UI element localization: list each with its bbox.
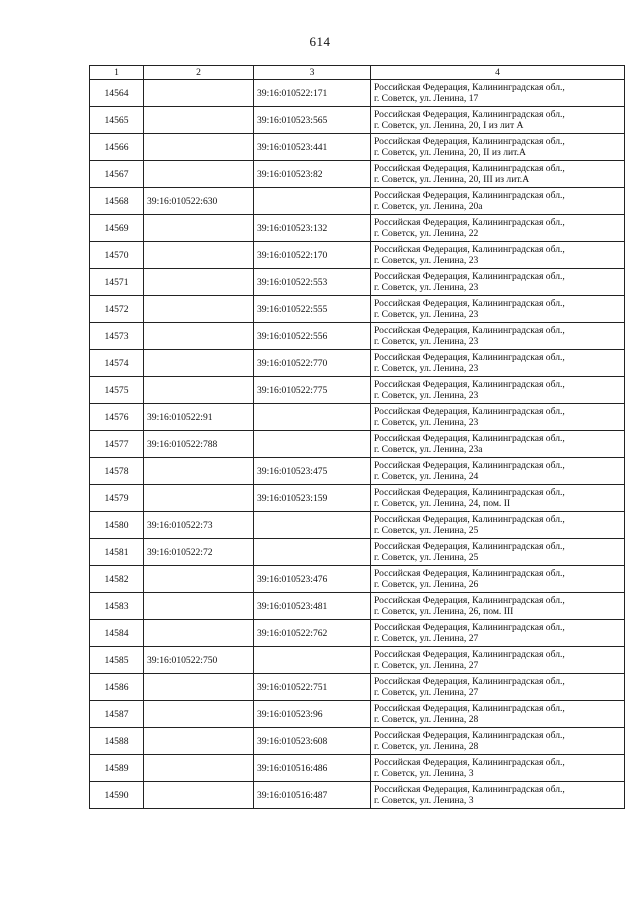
- table-row: [90, 134, 625, 161]
- column-header-1: 1: [90, 66, 144, 80]
- table-row: [90, 431, 625, 458]
- land-cadastral-number: [144, 566, 254, 593]
- address-line-1: Российская Федерация, Калининградская обл.,: [374, 649, 565, 660]
- object-cadastral-number: 39:16:010523:82: [254, 161, 371, 188]
- table-row: [90, 80, 625, 107]
- address-cell: [371, 539, 625, 566]
- land-cadastral-number: 39:16:010522:73: [144, 512, 254, 539]
- address-line-1: Российская Федерация, Калининградская обл.,: [374, 487, 565, 498]
- object-cadastral-number: 39:16:010523:475: [254, 458, 371, 485]
- address-line-1: Российская Федерация, Калининградская обл.,: [374, 514, 565, 525]
- land-cadastral-number: 39:16:010522:72: [144, 539, 254, 566]
- table-row: [90, 215, 625, 242]
- address-line-1: Российская Федерация, Калининградская обл.,: [374, 676, 565, 687]
- address-line-2: г. Советск, ул. Ленина, 27: [374, 687, 479, 698]
- address-line-1: Российская Федерация, Калининградская обл.,: [374, 325, 565, 336]
- address-cell: [371, 755, 625, 782]
- address-line-2: г. Советск, ул. Ленина, 22: [374, 228, 479, 239]
- table-row: [90, 728, 625, 755]
- row-number: 14587: [90, 701, 144, 728]
- table-row: [90, 458, 625, 485]
- object-cadastral-number: [254, 431, 371, 458]
- table-row: [90, 296, 625, 323]
- row-number: 14589: [90, 755, 144, 782]
- address-cell: [371, 323, 625, 350]
- land-cadastral-number: 39:16:010522:91: [144, 404, 254, 431]
- row-number: 14590: [90, 782, 144, 809]
- address-line-2: г. Советск, ул. Ленина, 23: [374, 255, 479, 266]
- table-row: [90, 269, 625, 296]
- land-cadastral-number: [144, 242, 254, 269]
- row-number: 14564: [90, 80, 144, 107]
- land-cadastral-number: [144, 674, 254, 701]
- address-line-2: г. Советск, ул. Ленина, 20, II из лит.А: [374, 147, 526, 158]
- address-line-1: Российская Федерация, Калининградская обл.,: [374, 433, 565, 444]
- address-line-2: г. Советск, ул. Ленина, 20, III из лит.А: [374, 174, 530, 185]
- table-row: [90, 242, 625, 269]
- land-cadastral-number: 39:16:010522:750: [144, 647, 254, 674]
- row-number: 14585: [90, 647, 144, 674]
- table-row: [90, 620, 625, 647]
- table-row: [90, 755, 625, 782]
- column-header-4: 4: [371, 66, 625, 80]
- object-cadastral-number: 39:16:010522:770: [254, 350, 371, 377]
- column-header-2: 2: [144, 66, 254, 80]
- address-line-1: Российская Федерация, Калининградская обл.,: [374, 460, 565, 471]
- row-number: 14570: [90, 242, 144, 269]
- address-line-1: Российская Федерация, Калининградская обл.,: [374, 568, 565, 579]
- header-row: [90, 66, 625, 80]
- address-cell: [371, 242, 625, 269]
- address-line-1: Российская Федерация, Калининградская обл.,: [374, 163, 565, 174]
- table-row: [90, 593, 625, 620]
- address-cell: [371, 458, 625, 485]
- object-cadastral-number: 39:16:010516:486: [254, 755, 371, 782]
- object-cadastral-number: 39:16:010522:170: [254, 242, 371, 269]
- address-cell: [371, 566, 625, 593]
- row-number: 14565: [90, 107, 144, 134]
- address-line-2: г. Советск, ул. Ленина, 23: [374, 390, 479, 401]
- row-number: 14575: [90, 377, 144, 404]
- address-line-2: г. Советск, ул. Ленина, 23: [374, 363, 479, 374]
- object-cadastral-number: 39:16:010522:171: [254, 80, 371, 107]
- row-number: 14567: [90, 161, 144, 188]
- address-line-1: Российская Федерация, Калининградская обл.,: [374, 757, 565, 768]
- address-cell: [371, 107, 625, 134]
- row-number: 14568: [90, 188, 144, 215]
- address-line-2: г. Советск, ул. Ленина, 25: [374, 552, 479, 563]
- address-line-2: г. Советск, ул. Ленина, 28: [374, 741, 479, 752]
- address-cell: [371, 215, 625, 242]
- object-cadastral-number: [254, 539, 371, 566]
- address-line-2: г. Советск, ул. Ленина, 23: [374, 309, 479, 320]
- land-cadastral-number: [144, 755, 254, 782]
- page-number: 614: [309, 34, 331, 49]
- land-cadastral-number: [144, 161, 254, 188]
- land-cadastral-number: [144, 80, 254, 107]
- land-cadastral-number: [144, 134, 254, 161]
- address-cell: [371, 404, 625, 431]
- address-cell: [371, 296, 625, 323]
- address-line-1: Российская Федерация, Калининградская обл.,: [374, 406, 565, 417]
- address-line-1: Российская Федерация, Калининградская обл.,: [374, 271, 565, 282]
- table-row: [90, 107, 625, 134]
- address-line-1: Российская Федерация, Калининградская обл.,: [374, 784, 565, 795]
- object-cadastral-number: 39:16:010523:132: [254, 215, 371, 242]
- table-row: [90, 674, 625, 701]
- row-number: 14581: [90, 539, 144, 566]
- land-cadastral-number: 39:16:010522:788: [144, 431, 254, 458]
- row-number: 14573: [90, 323, 144, 350]
- row-number: 14577: [90, 431, 144, 458]
- land-cadastral-number: [144, 728, 254, 755]
- address-line-2: г. Советск, ул. Ленина, 23а: [374, 444, 483, 455]
- address-cell: [371, 593, 625, 620]
- object-cadastral-number: 39:16:010523:476: [254, 566, 371, 593]
- address-cell: [371, 701, 625, 728]
- address-line-1: Российская Федерация, Калининградская обл.,: [374, 109, 565, 120]
- address-line-2: г. Советск, ул. Ленина, 20а: [374, 201, 483, 212]
- land-cadastral-number: [144, 485, 254, 512]
- address-line-2: г. Советск, ул. Ленина, 27: [374, 660, 479, 671]
- land-cadastral-number: [144, 296, 254, 323]
- address-line-1: Российская Федерация, Калининградская обл.,: [374, 82, 565, 93]
- object-cadastral-number: 39:16:010523:96: [254, 701, 371, 728]
- address-line-2: г. Советск, ул. Ленина, 23: [374, 282, 479, 293]
- table-row: [90, 566, 625, 593]
- address-line-1: Российская Федерация, Калининградская обл.,: [374, 622, 565, 633]
- object-cadastral-number: 39:16:010523:608: [254, 728, 371, 755]
- land-cadastral-number: [144, 593, 254, 620]
- land-cadastral-number: [144, 701, 254, 728]
- address-line-2: г. Советск, ул. Ленина, 26: [374, 579, 479, 590]
- row-number: 14583: [90, 593, 144, 620]
- address-line-1: Российская Федерация, Калининградская обл.,: [374, 730, 565, 741]
- object-cadastral-number: 39:16:010522:775: [254, 377, 371, 404]
- address-cell: [371, 431, 625, 458]
- address-line-2: г. Советск, ул. Ленина, 24: [374, 471, 479, 482]
- column-header-3: 3: [254, 66, 371, 80]
- land-cadastral-number: [144, 377, 254, 404]
- object-cadastral-number: 39:16:010523:441: [254, 134, 371, 161]
- land-cadastral-number: [144, 323, 254, 350]
- row-number: 14588: [90, 728, 144, 755]
- table-row: [90, 188, 625, 215]
- row-number: 14580: [90, 512, 144, 539]
- address-cell: [371, 620, 625, 647]
- object-cadastral-number: 39:16:010522:556: [254, 323, 371, 350]
- table-row: [90, 161, 625, 188]
- table-row: [90, 485, 625, 512]
- object-cadastral-number: 39:16:010522:555: [254, 296, 371, 323]
- address-cell: [371, 80, 625, 107]
- address-line-1: Российская Федерация, Калининградская обл.,: [374, 244, 565, 255]
- address-line-2: г. Советск, ул. Ленина, 27: [374, 633, 479, 644]
- address-line-2: г. Советск, ул. Ленина, 3: [374, 795, 474, 806]
- object-cadastral-number: [254, 647, 371, 674]
- object-cadastral-number: 39:16:010523:481: [254, 593, 371, 620]
- address-line-1: Российская Федерация, Калининградская обл.,: [374, 217, 565, 228]
- land-cadastral-number: [144, 620, 254, 647]
- address-cell: [371, 728, 625, 755]
- address-line-2: г. Советск, ул. Ленина, 23: [374, 336, 479, 347]
- row-number: 14576: [90, 404, 144, 431]
- land-cadastral-number: [144, 350, 254, 377]
- address-line-1: Российская Федерация, Калининградская обл.,: [374, 595, 565, 606]
- address-line-2: г. Советск, ул. Ленина, 23: [374, 417, 479, 428]
- object-cadastral-number: [254, 188, 371, 215]
- land-cadastral-number: [144, 458, 254, 485]
- address-line-2: г. Советск, ул. Ленина, 28: [374, 714, 479, 725]
- row-number: 14569: [90, 215, 144, 242]
- address-line-1: Российская Федерация, Калининградская обл.,: [374, 352, 565, 363]
- object-cadastral-number: [254, 404, 371, 431]
- address-line-2: г. Советск, ул. Ленина, 24, пом. II: [374, 498, 511, 509]
- land-cadastral-number: [144, 269, 254, 296]
- table-row: [90, 512, 625, 539]
- address-cell: [371, 782, 625, 809]
- address-cell: [371, 269, 625, 296]
- object-cadastral-number: 39:16:010522:751: [254, 674, 371, 701]
- table-body: [90, 80, 625, 809]
- address-cell: [371, 188, 625, 215]
- address-line-2: г. Советск, ул. Ленина, 25: [374, 525, 479, 536]
- table-row: [90, 323, 625, 350]
- object-cadastral-number: 39:16:010516:487: [254, 782, 371, 809]
- row-number: 14566: [90, 134, 144, 161]
- address-cell: [371, 485, 625, 512]
- land-cadastral-number: [144, 782, 254, 809]
- address-line-2: г. Советск, ул. Ленина, 20, I из лит А: [374, 120, 524, 131]
- table-row: [90, 377, 625, 404]
- row-number: 14571: [90, 269, 144, 296]
- land-cadastral-number: [144, 107, 254, 134]
- row-number: 14574: [90, 350, 144, 377]
- address-line-1: Российская Федерация, Калининградская обл.,: [374, 541, 565, 552]
- row-number: 14584: [90, 620, 144, 647]
- address-line-2: г. Советск, ул. Ленина, 17: [374, 93, 479, 104]
- address-line-1: Российская Федерация, Калининградская обл.,: [374, 703, 565, 714]
- address-cell: [371, 377, 625, 404]
- address-line-2: г. Советск, ул. Ленина, 3: [374, 768, 474, 779]
- address-line-1: Российская Федерация, Калининградская обл.,: [374, 190, 565, 201]
- row-number: 14572: [90, 296, 144, 323]
- address-line-1: Российская Федерация, Калининградская обл.,: [374, 136, 565, 147]
- land-cadastral-number: 39:16:010522:630: [144, 188, 254, 215]
- address-cell: [371, 134, 625, 161]
- row-number: 14586: [90, 674, 144, 701]
- address-cell: [371, 161, 625, 188]
- object-cadastral-number: 39:16:010522:553: [254, 269, 371, 296]
- address-cell: [371, 674, 625, 701]
- table-header: [90, 66, 625, 80]
- address-cell: [371, 647, 625, 674]
- object-cadastral-number: 39:16:010523:159: [254, 485, 371, 512]
- address-line-2: г. Советск, ул. Ленина, 26, пом. III: [374, 606, 514, 617]
- table-row: [90, 782, 625, 809]
- table-row: [90, 539, 625, 566]
- land-cadastral-number: [144, 215, 254, 242]
- address-line-1: Российская Федерация, Калининградская обл.,: [374, 379, 565, 390]
- table-row: [90, 404, 625, 431]
- table-row: [90, 701, 625, 728]
- row-number: 14578: [90, 458, 144, 485]
- registry-table: [89, 65, 625, 809]
- object-cadastral-number: 39:16:010523:565: [254, 107, 371, 134]
- object-cadastral-number: [254, 512, 371, 539]
- object-cadastral-number: 39:16:010522:762: [254, 620, 371, 647]
- address-cell: [371, 512, 625, 539]
- address-line-1: Российская Федерация, Калининградская обл.,: [374, 298, 565, 309]
- table-row: [90, 647, 625, 674]
- address-cell: [371, 350, 625, 377]
- row-number: 14579: [90, 485, 144, 512]
- row-number: 14582: [90, 566, 144, 593]
- table-row: [90, 350, 625, 377]
